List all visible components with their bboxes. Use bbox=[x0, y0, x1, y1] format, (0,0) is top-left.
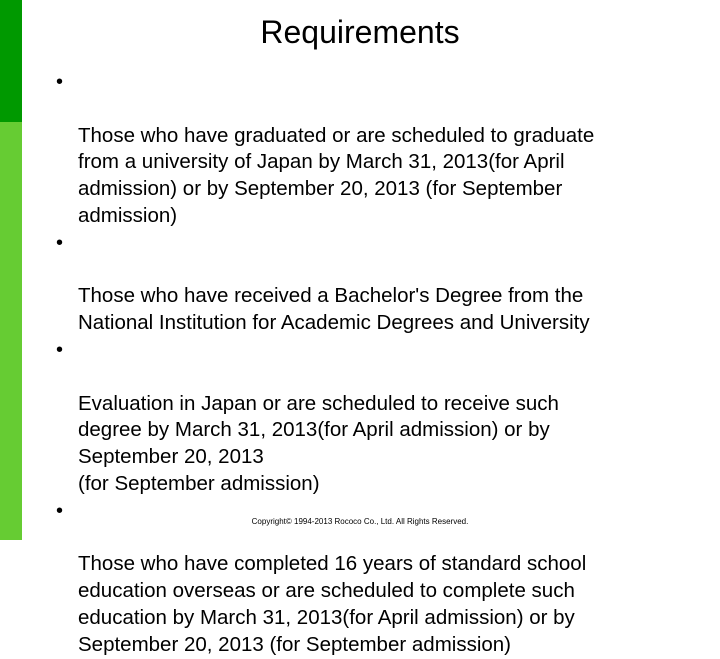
bullet-item bbox=[42, 69, 702, 230]
slide-title: Requirements bbox=[260, 14, 460, 50]
bullet-item bbox=[42, 337, 702, 498]
sidebar-accent-bottom bbox=[0, 122, 22, 540]
copyright-footer: Copyright© 1994-2013 Rococo Co., Ltd. All Rights Reserved. bbox=[251, 517, 469, 526]
bullet-item bbox=[42, 230, 702, 337]
bullet-dot-icon: • bbox=[56, 338, 64, 361]
bullet-dot-icon: • bbox=[56, 71, 64, 93]
bullet-text: Evaluation in Japan or are scheduled to receive such degree by March 31, 2013(for April admission) or by September 20, 2013 (for September admission) bbox=[78, 391, 559, 495]
bullet-text: Those who have completed 16 years of standard school education overseas or are scheduled to complete such education by March 31, 2013(for April admission) or by September 20, 2013 (for September admission) bbox=[78, 552, 587, 656]
bullet-text: Those who have received a Bachelor's Degree from the National Institution for Academic Degrees and University bbox=[78, 284, 590, 335]
bullet-dot-icon: • bbox=[56, 499, 64, 522]
bullet-list bbox=[42, 69, 702, 659]
bullet-dot-icon: • bbox=[56, 231, 64, 254]
bullet-text: Those who have graduated or are scheduled to graduate from a university of Japan by March 31, 2013(for April admission) or by September 20, 2013 (for September admission) bbox=[78, 123, 595, 227]
